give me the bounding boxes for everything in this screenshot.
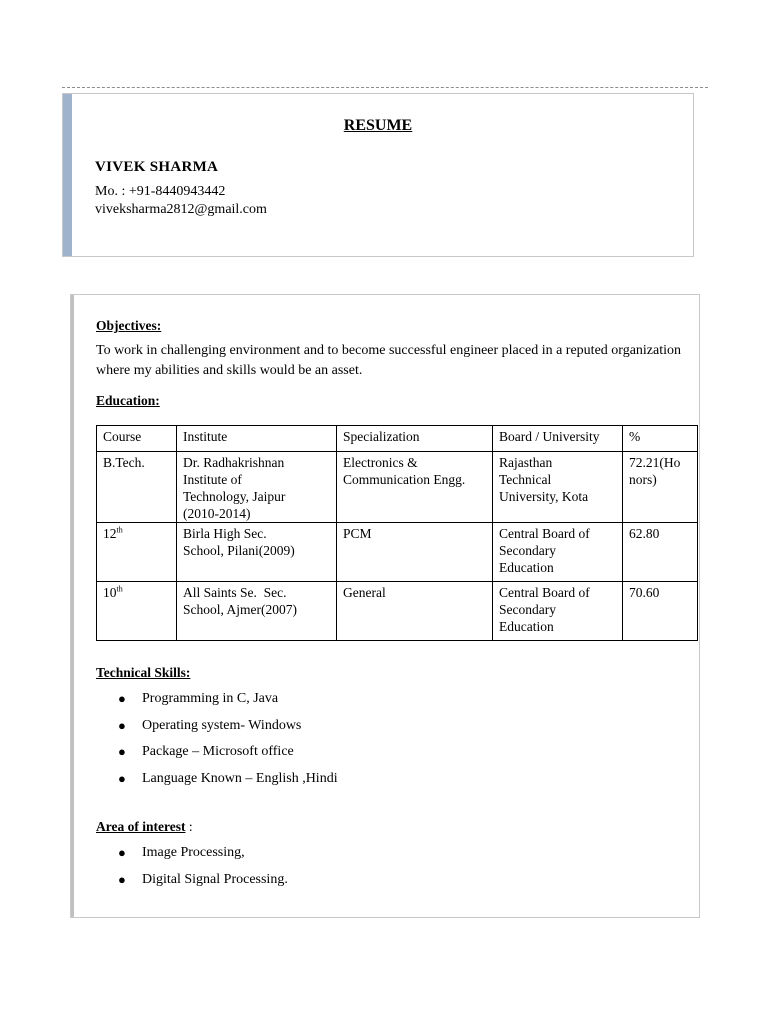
education-table bbox=[96, 425, 698, 641]
percent-cell: 62.80 bbox=[623, 523, 698, 582]
bullet-icon: ● bbox=[118, 717, 126, 733]
list-item: ● Package – Microsoft office bbox=[96, 742, 338, 769]
column-header: % bbox=[623, 426, 698, 452]
bullet-icon: ● bbox=[118, 770, 126, 786]
bullet-icon: ● bbox=[118, 871, 126, 887]
objectives-heading: Objectives: bbox=[96, 318, 162, 333]
specialization-cell: PCM bbox=[337, 523, 493, 582]
candidate-phone: Mo. : +91-8440943442 bbox=[95, 184, 226, 199]
list-item: ● Image Processing, bbox=[96, 843, 288, 870]
course-cell: B.Tech. bbox=[97, 452, 177, 523]
list-item: ● Operating system- Windows bbox=[96, 716, 338, 743]
candidate-name: VIVEK SHARMA bbox=[95, 159, 219, 175]
specialization-cell: Electronics & Communication Engg. bbox=[337, 452, 493, 523]
technical-skills-list bbox=[96, 689, 338, 795]
course-cell: 10th bbox=[97, 582, 177, 641]
specialization-cell: General bbox=[337, 582, 493, 641]
bullet-icon: ● bbox=[118, 845, 126, 860]
list-item: ● Language Known – English ,Hindi bbox=[96, 769, 338, 796]
board-cell: Central Board of Secondary Education bbox=[493, 523, 623, 582]
area-of-interest-heading: Area of interest : bbox=[96, 819, 193, 834]
bullet-icon: ● bbox=[118, 744, 126, 759]
technical-skills-heading: Technical Skills: bbox=[96, 665, 191, 680]
percent-cell: 70.60 bbox=[623, 582, 698, 641]
resume-header-box bbox=[62, 93, 694, 257]
course-cell: 12th bbox=[97, 523, 177, 582]
area-of-interest-list bbox=[96, 843, 288, 896]
percent-cell: 72.21(Ho nors) bbox=[623, 452, 698, 523]
candidate-email: viveksharma2812@gmail.com bbox=[95, 202, 267, 217]
resume-body-box bbox=[70, 294, 700, 918]
column-header: Course bbox=[97, 426, 177, 452]
objectives-text: To work in challenging environment and to become successful engineer placed in a reputed organization where my abilities and skills would be an asset. bbox=[96, 343, 682, 378]
institute-cell: All Saints Se. Sec. School, Ajmer(2007) bbox=[177, 582, 337, 641]
table-row bbox=[97, 452, 698, 523]
table-row bbox=[97, 523, 698, 582]
education-table-header bbox=[97, 426, 698, 452]
institute-cell: Dr. Radhakrishnan Institute of Technology, Jaipur (2010-2014) bbox=[177, 452, 337, 523]
table-row bbox=[97, 582, 698, 641]
list-item: ● Digital Signal Processing. bbox=[96, 870, 288, 897]
board-cell: Central Board of Secondary Education bbox=[493, 582, 623, 641]
column-header: Board / University bbox=[493, 426, 623, 452]
body-accent-bar bbox=[71, 295, 74, 917]
list-item: ● Programming in C, Java bbox=[96, 689, 338, 716]
institute-cell: Birla High Sec. School, Pilani(2009) bbox=[177, 523, 337, 582]
board-cell: Rajasthan Technical University, Kota bbox=[493, 452, 623, 523]
education-heading: Education: bbox=[96, 393, 160, 408]
column-header: Institute bbox=[177, 426, 337, 452]
top-dashed-rule bbox=[62, 87, 708, 88]
column-header: Specialization bbox=[337, 426, 493, 452]
bullet-icon: ● bbox=[118, 691, 126, 706]
resume-title: RESUME bbox=[343, 117, 413, 134]
